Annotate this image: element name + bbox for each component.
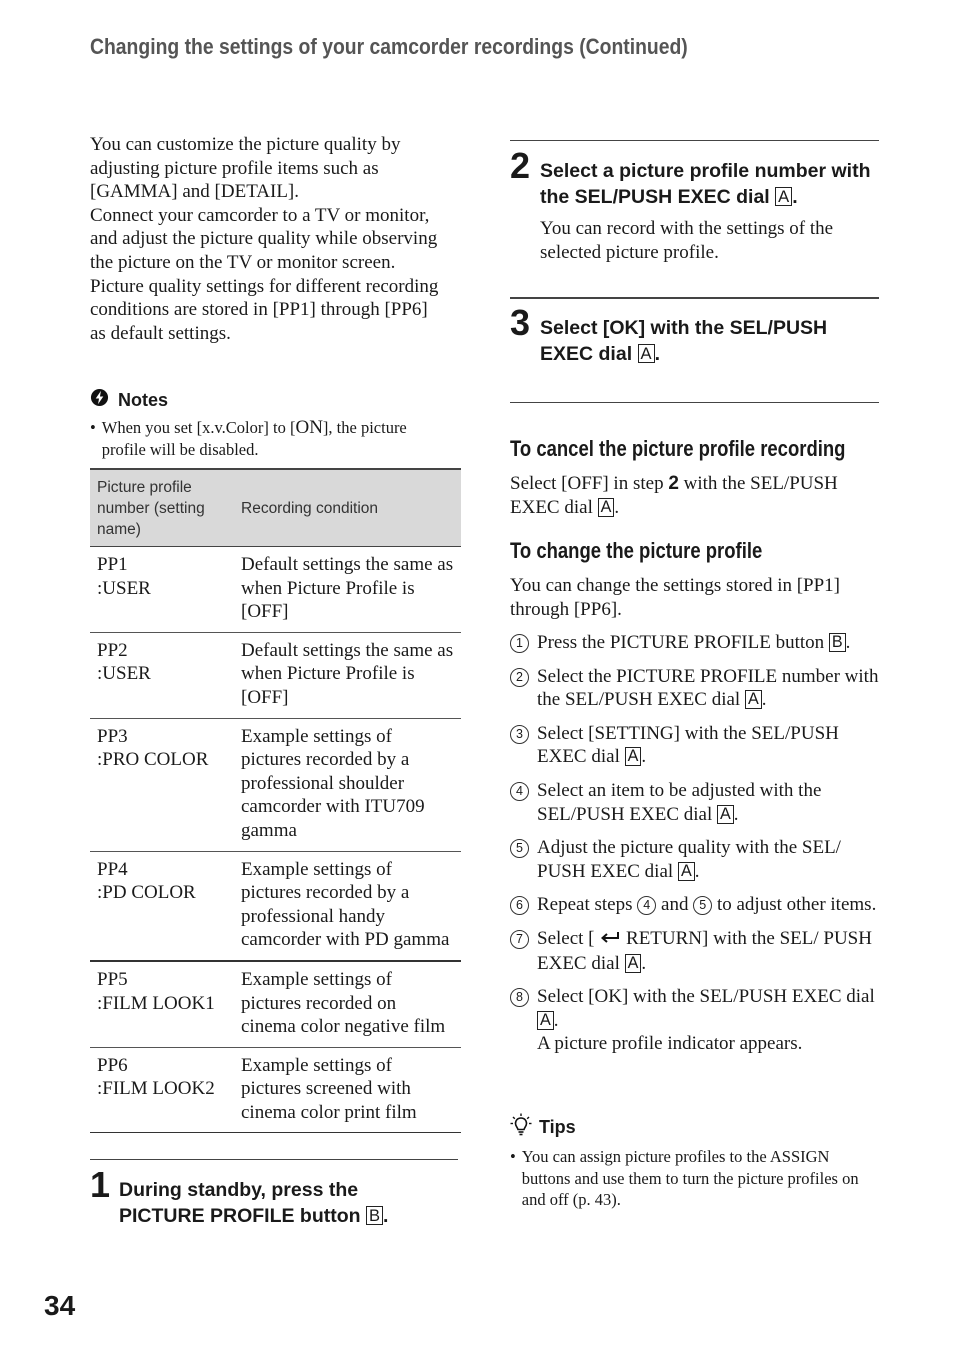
notes-icon xyxy=(90,388,109,412)
bullet: • xyxy=(90,418,96,437)
table-header-recording-condition: Recording condition xyxy=(234,469,461,547)
tips-item xyxy=(510,1146,880,1211)
step-ref: 2 xyxy=(668,473,679,494)
notes-text-part: ], the picture profile will be disabled. xyxy=(101,418,407,459)
item-text: to adjust other items. xyxy=(712,894,877,916)
intro-paragraph: Connect your camcorder to a TV or monitor, and adjust the picture quality while observing the picture on the TV or monitor screen. xyxy=(90,204,438,273)
profile-cell xyxy=(90,961,234,1047)
list-item xyxy=(510,836,880,883)
profile-name: :FILM LOOK1 xyxy=(97,992,215,1014)
list-item xyxy=(510,927,880,975)
punctuation: . xyxy=(792,186,798,208)
cancel-text-part: Select [OFF] in step xyxy=(510,473,669,494)
cancel-text-part: with the SEL/PUSH EXEC dial xyxy=(510,473,838,518)
step-3-text xyxy=(540,315,870,367)
return-icon xyxy=(599,928,621,952)
profile-cell xyxy=(90,632,234,718)
profile-name: :PD COLOR xyxy=(97,882,196,904)
tips-text: You can assign picture profiles to the ASSIGN buttons and use them to turn the picture profiles on and off (p. 43). xyxy=(521,1147,859,1209)
step-3-label: Select [OK] with the SEL/PUSH EXEC dial xyxy=(540,317,828,365)
list-item xyxy=(510,893,880,917)
table-row xyxy=(90,961,461,1047)
tips-section xyxy=(510,1113,880,1211)
profile-number: PP5 xyxy=(97,968,128,990)
punctuation: . xyxy=(845,632,851,653)
step-divider xyxy=(510,140,879,141)
table-row xyxy=(90,547,461,633)
key-a-label: A xyxy=(745,690,762,709)
punctuation: . xyxy=(383,1205,389,1227)
table-row xyxy=(90,718,461,851)
table-row xyxy=(90,632,461,718)
step-2-label: Select a picture profile number with the SEL/PUSH EXEC dial xyxy=(540,160,871,208)
profile-name: :USER xyxy=(97,577,151,599)
condition-cell: Example settings of pictures recorded by a professional handy camcorder with PD gamma xyxy=(234,851,461,961)
item-text: Select [OK] with the SEL/PUSH EXEC dial xyxy=(537,986,875,1008)
table-header-profile-number: Picture profile number (setting name) xyxy=(90,469,234,547)
profile-number: PP2 xyxy=(97,639,128,661)
change-intro: You can change the settings stored in [PP1] through [PP6]. xyxy=(510,575,841,620)
step-1-label: During standby, press the PICTURE PROFILE button xyxy=(119,1179,361,1227)
profile-cell xyxy=(90,547,234,633)
picture-profile-table xyxy=(90,468,461,1133)
profile-number: PP3 xyxy=(97,725,128,747)
punctuation: . xyxy=(733,803,739,825)
step-circle: 3 xyxy=(510,725,529,744)
list-item xyxy=(510,722,880,769)
condition-cell: Default settings the same as when Picture Profile is [OFF] xyxy=(234,547,461,633)
condition-cell: Example settings of pictures recorded by a professional shoulder camcorder with ITU709 gamma xyxy=(234,718,461,851)
profile-number: PP4 xyxy=(97,858,128,880)
step-circle: 7 xyxy=(510,930,529,949)
step-number-1: 1 xyxy=(90,1164,111,1205)
key-b-label: B xyxy=(366,1206,383,1225)
item-text: Select [SETTING] with the SEL/PUSH EXEC dial xyxy=(537,722,839,768)
intro-paragraph: Picture quality settings for different recording conditions are stored in [PP1] through [PP6] as default settings. xyxy=(90,275,439,344)
condition-cell: Example settings of pictures recorded on cinema color negative film xyxy=(234,961,461,1047)
step-number-2: 2 xyxy=(510,145,531,186)
section-divider xyxy=(510,402,879,403)
cancel-section-title: To cancel the picture profile recording xyxy=(510,436,846,461)
step-2-text xyxy=(540,158,880,210)
key-a-label: A xyxy=(537,1011,554,1030)
table-row xyxy=(90,851,461,961)
profile-number: PP6 xyxy=(97,1054,128,1076)
item-text: Select the PICTURE PROFILE number with the SEL/PUSH EXEC dial xyxy=(537,665,879,711)
profile-number: PP1 xyxy=(97,554,128,575)
item-text: Adjust the picture quality with the SEL/ PUSH EXEC dial xyxy=(537,837,841,882)
on-label: ON xyxy=(295,417,323,438)
profile-cell xyxy=(90,1047,234,1133)
notes-section xyxy=(90,388,450,460)
step-circle: 2 xyxy=(510,668,529,687)
list-item xyxy=(510,631,880,655)
tips-title: Tips xyxy=(539,1117,576,1137)
key-a-label: A xyxy=(638,344,655,363)
notes-title: Notes xyxy=(118,389,169,410)
item-text: RETURN] with the SEL/ PUSH EXEC dial xyxy=(537,927,872,974)
step-ref-circle: 4 xyxy=(637,896,656,915)
key-a-label: A xyxy=(598,498,615,517)
punctuation: . xyxy=(694,860,700,882)
bullet: • xyxy=(510,1147,516,1166)
punctuation: . xyxy=(553,1009,559,1031)
item-text: Repeat steps xyxy=(537,894,638,916)
page-number: 34 xyxy=(44,1290,76,1321)
step-circle: 6 xyxy=(510,896,529,915)
table-header-row xyxy=(90,469,461,547)
item-result-text: A picture profile indicator appears. xyxy=(537,1033,803,1055)
punctuation: . xyxy=(614,496,620,518)
key-a-label: A xyxy=(625,954,642,973)
item-text: and xyxy=(656,894,694,916)
key-a-label: A xyxy=(775,187,792,206)
step-ref-circle: 5 xyxy=(693,896,712,915)
table-row xyxy=(90,1047,461,1133)
profile-cell xyxy=(90,718,234,851)
condition-cell: Default settings the same as when Picture Profile is [OFF] xyxy=(234,632,461,718)
step-circle: 4 xyxy=(510,782,529,801)
item-text: Select an item to be adjusted with the SEL/PUSH EXEC dial xyxy=(537,779,822,825)
lightbulb-icon xyxy=(510,1113,532,1142)
punctuation: . xyxy=(761,689,767,711)
key-a-label: A xyxy=(625,747,642,766)
profile-name: :PRO COLOR xyxy=(97,749,209,771)
notes-item xyxy=(90,417,450,460)
step-divider xyxy=(90,1159,458,1160)
list-item xyxy=(510,985,880,1056)
profile-name: :USER xyxy=(97,663,151,685)
step-circle: 8 xyxy=(510,988,529,1007)
condition-cell: Example settings of pictures screened with cinema color print film xyxy=(234,1047,461,1133)
intro-text xyxy=(90,133,448,345)
punctuation: . xyxy=(641,746,647,768)
key-b-label: B xyxy=(829,633,846,652)
step-number-3: 3 xyxy=(510,302,531,343)
change-section-title: To change the picture profile xyxy=(510,538,763,563)
page-header-title: Changing the settings of your camcorder recordings (Continued) xyxy=(90,34,688,59)
profile-name: :FILM LOOK2 xyxy=(97,1078,215,1100)
list-item xyxy=(510,665,880,712)
step-divider xyxy=(510,297,879,299)
punctuation: . xyxy=(641,952,647,974)
intro-paragraph: You can customize the picture quality by adjusting picture profile items such as [GAMMA] and [DETAIL]. xyxy=(90,134,401,203)
cancel-section-text xyxy=(510,472,880,519)
notes-text-part: When you set [x.v.Color] to [ xyxy=(101,418,296,437)
notes-text xyxy=(102,417,450,460)
key-a-label: A xyxy=(717,805,734,824)
profile-cell xyxy=(90,851,234,961)
step-1-text xyxy=(119,1177,449,1229)
item-text: Select [ xyxy=(537,927,595,949)
key-a-label: A xyxy=(678,862,695,881)
list-item xyxy=(510,779,880,826)
punctuation: . xyxy=(654,343,661,365)
change-steps-list xyxy=(510,631,880,1056)
step-2-body: You can record with the settings of the selected picture profile. xyxy=(540,218,834,263)
step-circle: 1 xyxy=(510,634,529,653)
item-text: Press the PICTURE PROFILE button xyxy=(537,632,825,653)
step-circle: 5 xyxy=(510,839,529,858)
